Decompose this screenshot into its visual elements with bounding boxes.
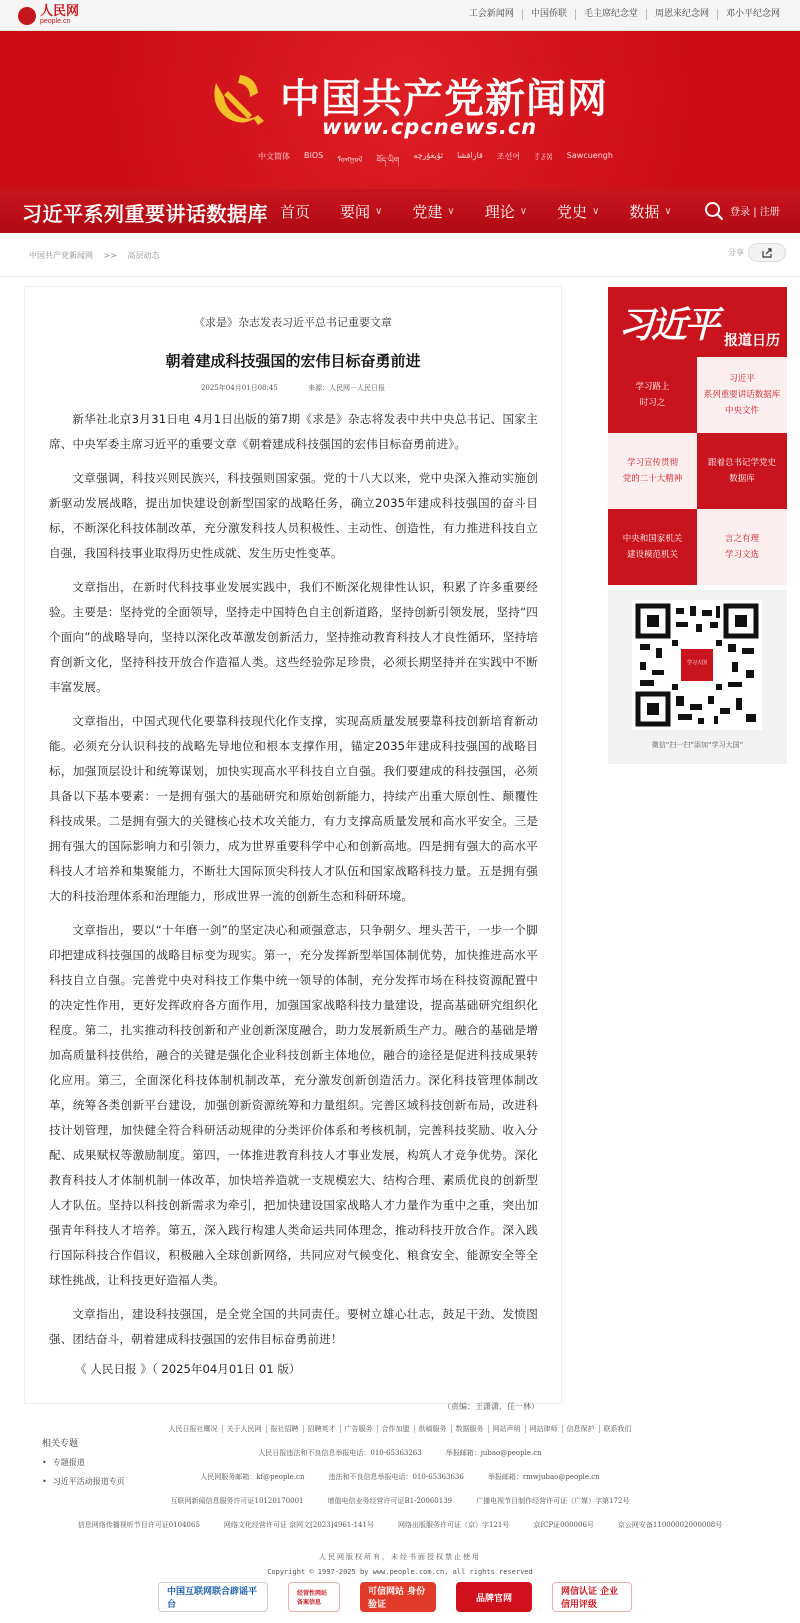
trust-badge-label: 网信认证 企业信用评级	[561, 1587, 619, 1610]
footer-link[interactable]: 网站声明	[488, 1425, 525, 1433]
share-button[interactable]	[748, 243, 786, 262]
footer-link[interactable]: 合作加盟	[377, 1425, 414, 1433]
language-link[interactable]: قازاقشا	[457, 151, 483, 160]
article-overline: 《求是》杂志发表习近平总书记重要文章	[194, 316, 392, 329]
language-link[interactable]: ئۇيغۇرچە	[413, 151, 444, 160]
trust-badge-label: 经营性网站备案信息	[297, 1590, 328, 1606]
sidebar-tile-label: 跟着总书记学党史 数据库	[707, 458, 776, 484]
footer-link[interactable]: 数据服务	[451, 1425, 488, 1433]
nav-item-label: 党史	[557, 202, 588, 221]
trust-badges	[158, 1582, 652, 1612]
footer-link[interactable]: 人民日报社概况	[168, 1425, 218, 1433]
language-link[interactable]: BIOS	[304, 151, 324, 160]
nav-item-party-history[interactable]	[557, 201, 599, 222]
related-title: 相关专题	[42, 1439, 79, 1449]
main-nav	[0, 189, 800, 233]
chevron-down-icon: ∨	[375, 205, 383, 217]
related-link[interactable]: • 习近平活动报道专页	[42, 1476, 561, 1487]
database-title-link[interactable]: 习近平系列重要讲话数据库	[22, 202, 268, 226]
article-paragraph: 文章强调，科技兴则民族兴，科技强则国家强。党的十八大以来，党中央深入推动实施创新驱动发展战略，提出加快建设创新型国家的战略任务，确立2035年建成科技强国的奋斗目标，不断深化科技体制改革，充分激发科技人员积极性、主动性、创造性，有力推进科技自立自强，我国科技事业取得历史性成就、发生历史性变革。	[49, 471, 538, 560]
chevron-down-icon: ∨	[447, 205, 455, 217]
footer-rights: 人民网版权所有，未经书面授权禁止使用	[319, 1553, 481, 1561]
article-paragraph: 文章指出，在新时代科技事业发展实践中，我们不断深化规律性认识，积累了许多重要经验。主要是：坚持党的全面领导，坚持走中国特色自主创新道路，坚持创新引领发展，坚持“四个面向”的战略导向，坚持以深化改革激发创新活力，坚持推动教育科技人才良性循环，坚持培育创新文化，坚持科技开放合作造福人类。这些经验弥足珍贵，必须长期坚持并在实践中不断丰富发展。	[49, 580, 538, 694]
article-paragraph: 文章指出，中国式现代化要靠科技现代化作支撑，实现高质量发展要靠科技创新培育新动能。必须充分认识科技的战略先导地位和根本支撑作用，锚定2035年建成科技强国的战略目标，加强顶层设计和统筹谋划，加快实现高水平科技自立自强。我们要建成的科技强国，必须具备以下基本要素：一是拥有强大的基础研究和原始创新能力，持续产出重大原创性、颠覆性科技成果。二是拥有强大的关键核心技术攻关能力，有力支撑高质量发展和高水平安全。三是拥有强大的国际影响力和引领力，成为世界重要科学中心和创新高地。四是拥有强大的高水平科技人才培养和集聚能力，不断壮大国际顶尖科技人才队伍和国家战略科技力量。五是拥有强大的科技治理体系和治理能力，形成世界一流的创新生态和科研环境。	[49, 714, 538, 903]
qr-code	[632, 600, 762, 730]
site-banner	[0, 31, 800, 189]
footer-license[interactable]: 信息网络传播视听节目许可证0104065	[77, 1521, 200, 1529]
footer-info: 举报邮箱：jubao@people.cn	[445, 1449, 542, 1457]
article-source: 来源：人民网－人民日报	[308, 384, 386, 392]
party-emblem-icon	[206, 69, 266, 129]
footer-license[interactable]: 网络出版服务许可证（京）字121号	[397, 1521, 510, 1529]
trust-badge[interactable]	[158, 1582, 268, 1612]
language-link[interactable]: ꆈꌠꉙ	[534, 153, 553, 162]
search-icon[interactable]	[704, 201, 724, 221]
article-editor: （责编：王潇潇、任一林）	[443, 1402, 539, 1411]
footer-link[interactable]: 供稿服务	[414, 1425, 451, 1433]
footer-license-row	[0, 1520, 800, 1530]
sidebar-tile[interactable]	[697, 357, 787, 433]
footer-license[interactable]: 网络文化经营许可证 京网文[2023]4961-141号	[223, 1521, 374, 1529]
share-icon	[761, 247, 773, 259]
article-paragraph: 文章指出，要以“十年磨一剑”的坚定决心和顽强意志，只争朝夕、埋头苦干，一步一个脚印把建成科技强国的战略目标变为现实。第一，充分发挥新型举国体制优势，加快推进高水平科技自立自强。完善党中央对科技工作集中统一领导的体制，充分发挥市场在科技资源配置中的决定性作用，更好发挥政府各方面作用，加强国家战略科技力量建设，提高基础研究组织化程度。第二，扎实推动科技创新和产业创新深度融合，助力发展新质生产力。融合的基础是增加高质量科技供给，融合的关键是强化企业科技创新主体地位，融合的途径是促进科技成果转化应用。第三，全面深化科技体制机制改革，充分激发创新创造活力。深化科技管理体制改革，统筹各类创新平台建设，加强创新资源统筹和力量组织。完善区域科技创新布局，改进科技计划管理，加快健全符合科研活动规律的分类评价体系和考核机制，完善科技奖励、收入分配、成果赋权等激励制度。第四，一体推进教育科技人才事业发展，构筑人才竞争优势。深化教育科技人才体制机制一体改革，加快培养造就一支规模宏大、结构合理、素质优良的创新型人才队伍。坚持以科技创新需求为牵引，把加快建设国家战略人才力量作为重中之重，突出加强青年科技人才培养。第五，深入践行构建人类命运共同体理念，推动科技开放合作。深入践行国际科技合作倡议，积极融入全球创新网络，共同应对气候变化、粮食安全、能源安全等全球性挑战，让科技更好造福人类。	[49, 923, 538, 1287]
top-link[interactable]: 邓小平纪念网	[717, 9, 788, 20]
sidebar-grid	[608, 357, 787, 585]
related-link[interactable]: • 专题报道	[42, 1457, 561, 1468]
sidebar-banner-subtitle: 报道日历	[724, 333, 780, 349]
language-link[interactable]: Sawcuengh	[566, 151, 613, 160]
qr-caption: 微信“扫一扫”添加“学习大国”	[651, 741, 744, 749]
breadcrumb-link[interactable]: 高层动态	[127, 251, 160, 260]
footer-license[interactable]: 京公网安备11000002000008号	[617, 1521, 723, 1529]
people-logo-text: 人民网	[40, 4, 80, 19]
account-links	[730, 203, 780, 218]
sidebar-tile[interactable]	[608, 509, 697, 585]
footer-info: 举报邮箱：rmwjubao@people.cn	[487, 1473, 600, 1481]
article-body	[25, 407, 561, 1352]
chevron-down-icon: ∨	[519, 205, 528, 217]
top-bar	[0, 0, 800, 31]
nav-item-data[interactable]	[629, 201, 671, 222]
footer-link[interactable]: 网站律师	[525, 1425, 562, 1433]
breadcrumb-row	[0, 233, 800, 277]
top-link[interactable]: 毛主席纪念堂	[575, 9, 646, 20]
trust-badge[interactable]	[288, 1582, 340, 1612]
nav-item-label: 要闻	[340, 202, 371, 221]
top-link[interactable]: 周恩来纪念网	[646, 9, 717, 20]
article-date: 2025年04月01日08:45	[200, 384, 278, 392]
sidebar-banner-name: 习近平	[618, 304, 718, 346]
sidebar-tile[interactable]	[608, 433, 697, 509]
nav-item-party-building[interactable]	[412, 201, 454, 222]
footer-link[interactable]: 报社招聘	[266, 1425, 303, 1433]
breadcrumb	[29, 250, 168, 261]
footer-link[interactable]: 关于人民网	[222, 1425, 266, 1433]
language-link[interactable]: ᠮᠣᠩᠭᠣᠯ	[337, 155, 363, 164]
login-link[interactable]: 登录	[730, 207, 750, 218]
banner-url: www.cpcnews.cn	[322, 115, 538, 139]
banner-title: 中国共产党新闻网	[280, 76, 608, 122]
footer-link[interactable]: 信息保护	[562, 1425, 599, 1433]
trust-badge[interactable]	[552, 1582, 632, 1612]
people-logo-icon	[18, 7, 36, 25]
trust-badge-label: 可信网站 身份验证	[368, 1587, 426, 1610]
breadcrumb-separator: >>	[103, 251, 117, 260]
nav-item-theory[interactable]	[485, 201, 527, 222]
nav-item-label: 理论	[484, 202, 515, 221]
register-link[interactable]: 注册	[759, 207, 780, 218]
footer-info: 违法和不良信息举报电话：010-65363636	[328, 1473, 464, 1481]
footer-link[interactable]: 联系我们	[599, 1425, 636, 1433]
language-link[interactable]: 中文简体	[258, 152, 290, 161]
trust-badge[interactable]	[360, 1582, 436, 1612]
nav-menu	[280, 189, 702, 233]
footer-license-row	[0, 1496, 800, 1506]
people-logo-sub: people.cn	[40, 18, 71, 25]
language-link[interactable]: 조선어	[496, 152, 521, 161]
footer-report-row	[0, 1448, 800, 1458]
footer-info: 人民网服务邮箱：kf@people.cn	[200, 1473, 305, 1481]
chevron-down-icon: ∨	[592, 205, 600, 217]
footer-link[interactable]: 招聘英才	[303, 1425, 340, 1433]
sidebar-tile-label: 习近平 系列重要讲话数据库 中央文件	[703, 374, 781, 416]
nav-item-home[interactable]	[280, 201, 310, 222]
language-link[interactable]: བོད་ཡིག	[376, 156, 400, 165]
footer-license[interactable]: 互联网新闻信息服务许可证10120170001	[170, 1497, 304, 1505]
qr-panel	[608, 590, 787, 764]
footer-license[interactable]: 增值电信业务经营许可证B1-20060139	[327, 1497, 453, 1505]
nav-item-label: 党建	[412, 202, 443, 221]
trust-badge-label: 品牌官网	[475, 1593, 512, 1604]
sidebar-tile-label: 学习宣传贯彻 党的二十大精神	[622, 458, 683, 484]
language-links	[258, 151, 627, 174]
nav-item-label: 首页	[280, 202, 311, 221]
article-paragraph: 新华社北京3月31日电 4月1日出版的第7期《求是》杂志将发表中共中央总书记、国家主席、中央军委主席习近平的重要文章《朝着建成科技强国的宏伟目标奋勇前进》。	[49, 412, 538, 451]
trust-badge[interactable]	[456, 1582, 532, 1612]
article-paragraph: 文章指出，建设科技强国，是全党全国的共同责任。要树立雄心壮志，鼓足干劲、发愤图强、团结奋斗，朝着建成科技强国的宏伟目标奋勇前进！	[49, 1307, 538, 1346]
sidebar-tile-label: 学习路上 时习之	[635, 382, 670, 408]
sidebar-tile-label: 中央和国家机关 建设模范机关	[622, 534, 683, 560]
sidebar-tile[interactable]	[608, 357, 697, 433]
breadcrumb-link[interactable]: 中国共产党新闻网	[29, 251, 93, 260]
chevron-down-icon: ∨	[664, 205, 672, 217]
footer-link[interactable]: 广告服务	[340, 1425, 377, 1433]
nav-item-news[interactable]	[340, 201, 382, 222]
footer	[0, 1418, 800, 1576]
sidebar-tile[interactable]	[697, 509, 787, 585]
footer-links	[0, 1424, 800, 1434]
sidebar-tile-label: 言之有理 学习文选	[724, 534, 759, 560]
footer-license[interactable]: 广播电视节目制作经营许可证（广媒）字第172号	[476, 1497, 630, 1505]
sidebar-calendar-banner[interactable]	[608, 287, 787, 357]
article-meta	[25, 383, 561, 393]
qr-center-label: 学习大国	[686, 660, 707, 666]
sidebar-tile[interactable]	[697, 433, 787, 509]
top-link[interactable]: 中国侨联	[522, 9, 575, 20]
footer-contact-row	[0, 1472, 800, 1482]
top-links	[461, 9, 788, 20]
nav-item-label: 数据	[629, 202, 660, 221]
people-logo[interactable]	[18, 6, 79, 25]
footer-info: 人民日报违法和不良信息举报电话：010-65363263	[258, 1449, 422, 1457]
share-label: 分享	[728, 248, 744, 257]
footer-copyright: Copyright © 1997-2025 by www.people.com.cn. all rights reserved	[267, 1568, 533, 1576]
separator: |	[753, 207, 760, 218]
top-link[interactable]: 工会新闻网	[468, 9, 514, 19]
footer-license[interactable]: 京ICP证000006号	[533, 1521, 594, 1529]
trust-badge-label: 中国互联网联合辟谣平台	[167, 1587, 258, 1610]
article-print-source: 《 人民日报 》（ 2025年04月01日 01 版）	[75, 1362, 301, 1376]
article-title: 朝着建成科技强国的宏伟目标奋勇前进	[165, 352, 421, 370]
